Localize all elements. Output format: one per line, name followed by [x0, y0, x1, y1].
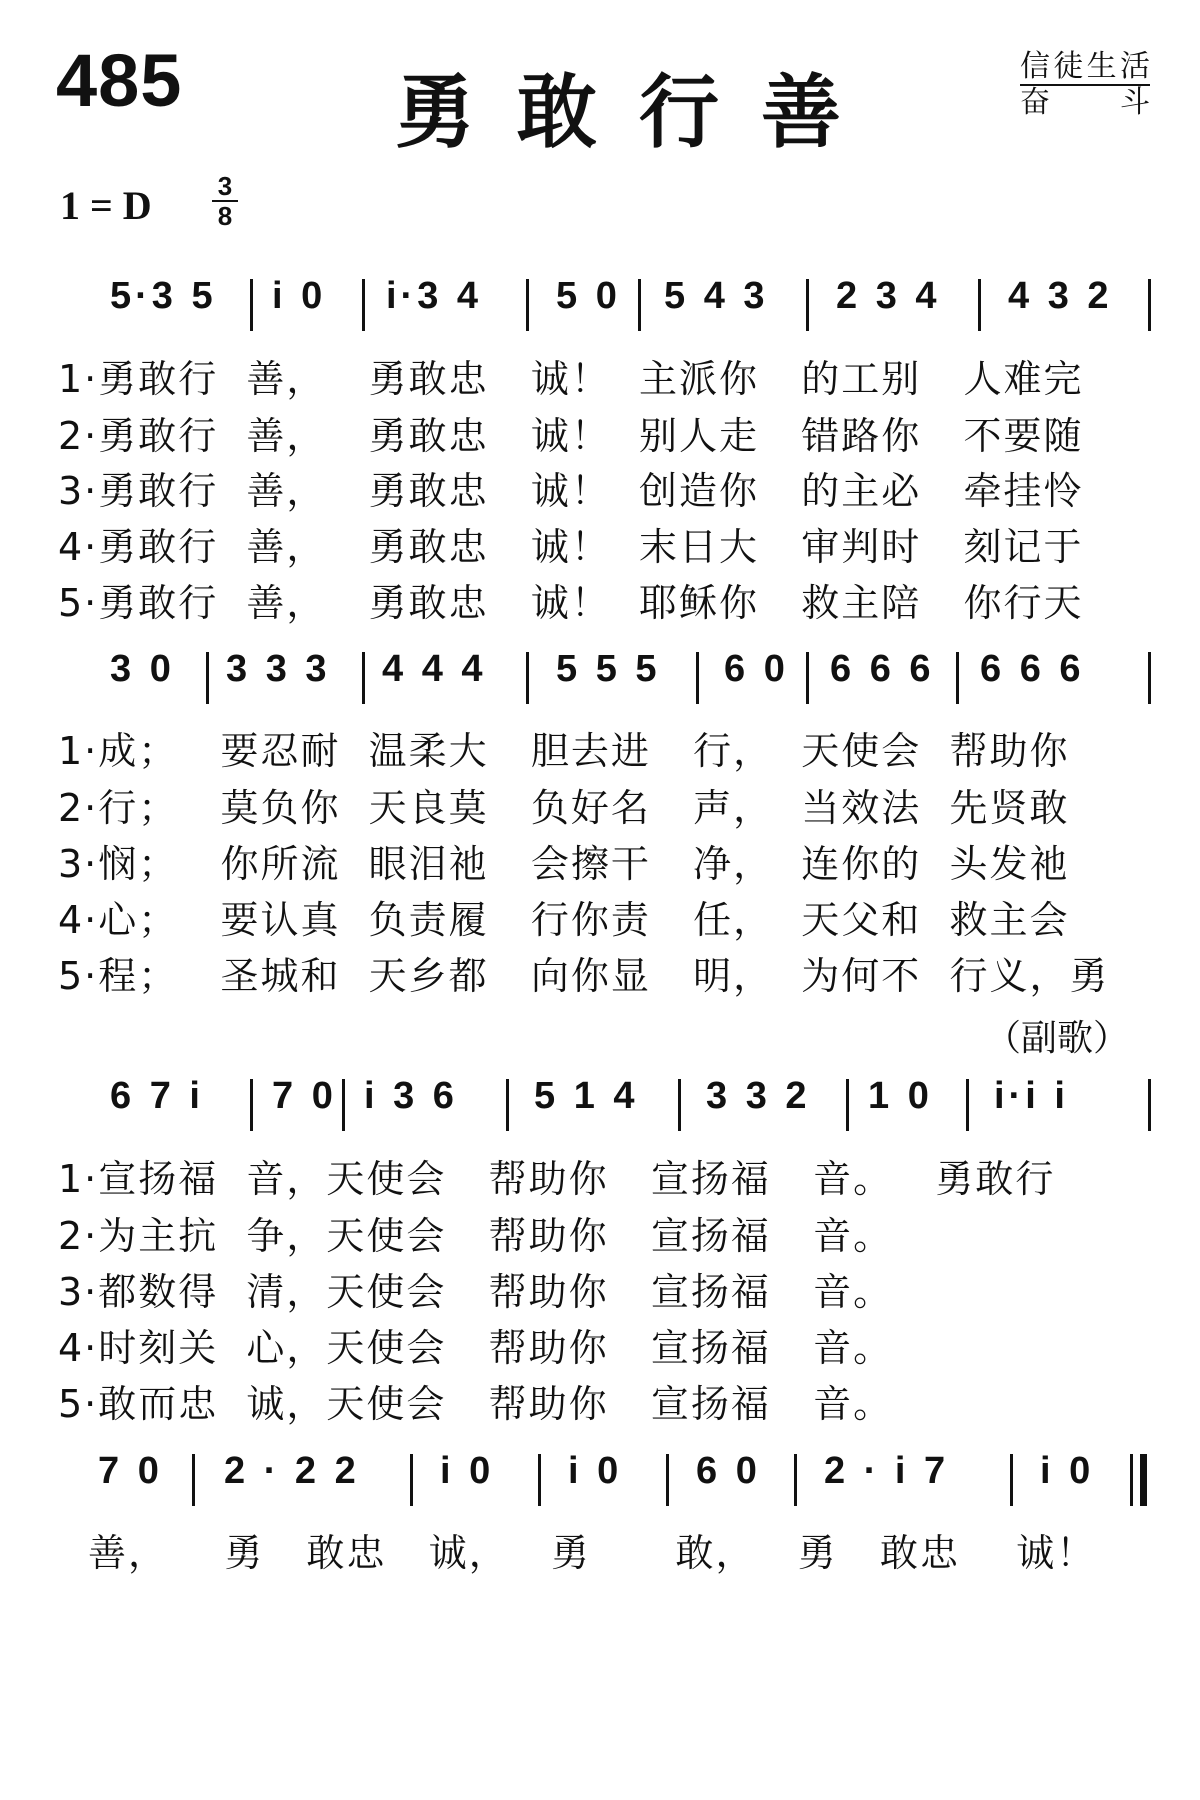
barline — [696, 652, 699, 704]
lyric-verse-4: 4·时刻关 心，天使会 帮助你 宣扬福 音。 — [58, 1326, 894, 1370]
barline — [794, 1454, 797, 1506]
measure: 6 6 6 — [980, 648, 1085, 690]
barline — [966, 1079, 969, 1131]
measure: 5 0 — [556, 275, 621, 317]
category-top: 信徒生活 — [1020, 49, 1150, 84]
measure: i 3 6 — [364, 1075, 458, 1117]
measure: 2 3 4 — [836, 275, 941, 317]
time-signature — [212, 172, 238, 230]
measure: 5 5 5 — [556, 648, 661, 690]
key-signature: 1 = D — [60, 183, 152, 228]
barline — [1148, 1079, 1151, 1131]
lyric-verse-2: 2·勇敢行 善， 勇敢忠 诚！ 别人走 错路你 不要随 — [58, 414, 1084, 458]
measure: i·i i — [994, 1075, 1069, 1117]
barline — [638, 279, 641, 331]
lyric-final: 善， 勇 敢忠 诚， 勇 敢， 勇 敢忠 诚！ — [88, 1531, 1097, 1575]
barline — [506, 1079, 509, 1131]
measure: i 0 — [272, 275, 327, 317]
measure: 4 4 4 — [382, 648, 487, 690]
measure: 7 0 — [98, 1450, 163, 1492]
hymn-title: 勇敢行善 — [395, 66, 883, 159]
lyric-verse-5: 5·敢而忠 诚，天使会 帮助你 宣扬福 音。 — [58, 1382, 894, 1426]
measure: i 0 — [440, 1450, 495, 1492]
measure: 3 3 3 — [226, 648, 331, 690]
barline — [362, 652, 365, 704]
lyric-verse-4: 4·勇敢行 善， 勇敢忠 诚！ 末日大 审判时 刻记于 — [58, 525, 1084, 569]
meter-bottom: 8 — [217, 201, 233, 231]
measure: 4 3 2 — [1008, 275, 1113, 317]
lyric-verse-3: 3·勇敢行 善， 勇敢忠 诚！ 创造你 的主必 牵挂怜 — [58, 469, 1084, 513]
barline — [1148, 279, 1151, 331]
lyric-verse-2: 2·为主抗 争，天使会 帮助你 宣扬福 音。 — [58, 1214, 894, 1258]
barline — [250, 1079, 253, 1131]
barline — [1148, 652, 1151, 704]
measure: 6 0 — [724, 648, 789, 690]
notation-line-2 — [0, 648, 1200, 718]
meter-top: 3 — [212, 172, 238, 202]
barline — [1010, 1454, 1013, 1506]
notation-line-1 — [0, 275, 1200, 345]
measure: 2 · 2 2 — [224, 1450, 360, 1492]
measure: i 0 — [1040, 1450, 1095, 1492]
measure: 5·3 5 — [110, 275, 217, 317]
measure: 3 0 — [110, 648, 175, 690]
barline — [342, 1079, 345, 1131]
barline — [846, 1079, 849, 1131]
notation-line-4 — [0, 1450, 1200, 1520]
barline — [666, 1454, 669, 1506]
chorus-label: （副歌） — [985, 1018, 1130, 1059]
measure: i 0 — [568, 1450, 623, 1492]
measure: 2 · i 7 — [824, 1450, 950, 1492]
lyric-verse-3: 3·都数得 清，天使会 帮助你 宣扬福 音。 — [58, 1270, 894, 1314]
barline — [978, 279, 981, 331]
category-bottom: 奋 斗 — [1020, 85, 1150, 120]
barline — [410, 1454, 413, 1506]
measure: 6 0 — [696, 1450, 761, 1492]
barline — [806, 652, 809, 704]
measure: 7 0 — [272, 1075, 337, 1117]
measure: 5 1 4 — [534, 1075, 639, 1117]
measure: 6 6 6 — [830, 648, 935, 690]
measure: 5 4 3 — [664, 275, 769, 317]
barline — [678, 1079, 681, 1131]
measure: i·3 4 — [386, 275, 483, 317]
lyric-verse-3: 3·悯； 你所流 眼泪祂 会擦干 净， 连你的 头发祂 — [58, 842, 1070, 886]
barline — [806, 279, 809, 331]
barline — [362, 279, 365, 331]
barline — [1130, 1454, 1133, 1506]
lyric-verse-4: 4·心； 要认真 负责履 行你责 任， 天父和 救主会 — [58, 898, 1070, 942]
measure: 1 0 — [868, 1075, 933, 1117]
measure: 6 7 i — [110, 1075, 204, 1117]
final-barline — [1140, 1454, 1147, 1506]
lyric-verse-1: 1·成； 要忍耐 温柔大 胆去进 行， 天使会 帮助你 — [58, 729, 1070, 773]
barline — [526, 652, 529, 704]
barline — [206, 652, 209, 704]
notation-line-3 — [0, 1075, 1200, 1145]
measure: 3 3 2 — [706, 1075, 811, 1117]
barline — [526, 279, 529, 331]
barline — [956, 652, 959, 704]
lyric-verse-5: 5·勇敢行 善， 勇敢忠 诚！ 耶稣你 救主陪 你行天 — [58, 581, 1084, 625]
lyric-verse-1: 1·勇敢行 善， 勇敢忠 诚！ 主派你 的工别 人难完 — [58, 357, 1084, 401]
barline — [250, 279, 253, 331]
hymn-number: 485 — [56, 39, 183, 122]
lyric-verse-5: 5·程； 圣城和 天乡都 向你显 明， 为何不 行义，勇 — [58, 954, 1110, 998]
lyric-verse-2: 2·行； 莫负你 天良莫 负好名 声， 当效法 先贤敢 — [58, 786, 1070, 830]
barline — [538, 1454, 541, 1506]
hymn-category — [1020, 50, 1150, 120]
barline — [192, 1454, 195, 1506]
lyric-verse-1: 1·宣扬福 音，天使会 帮助你 宣扬福 音。 勇敢行 — [58, 1157, 1056, 1201]
